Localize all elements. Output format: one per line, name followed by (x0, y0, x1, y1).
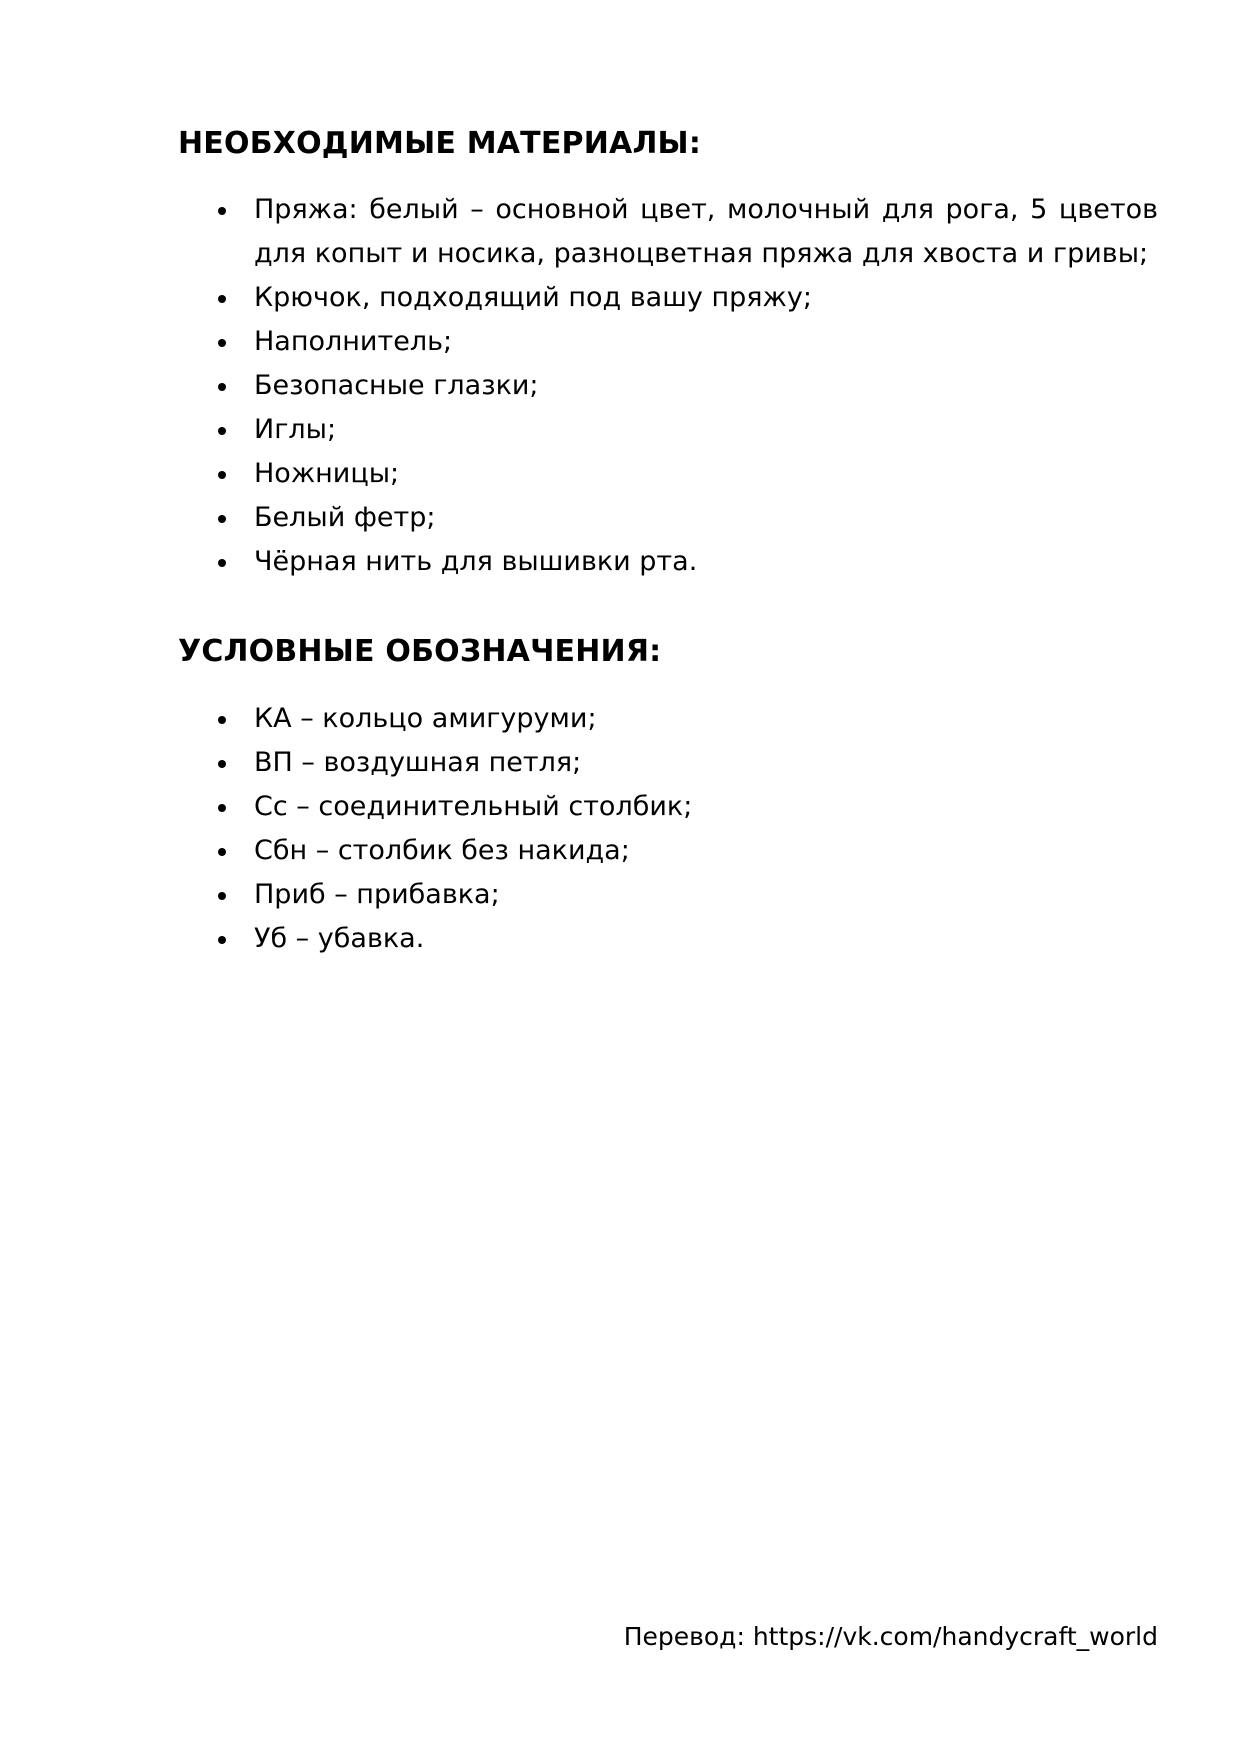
bullet-icon (218, 848, 226, 856)
bullet-icon (218, 804, 226, 812)
list-item (178, 829, 1158, 873)
list-item-text: Уб – убавка. (254, 923, 425, 954)
list-item (178, 785, 1158, 829)
list-item-text: Белый фетр; (254, 502, 436, 533)
list-item (178, 496, 1158, 540)
bullet-icon (218, 936, 226, 944)
legend-heading: УСЛОВНЫЕ ОБОЗНАЧЕНИЯ: (178, 634, 662, 669)
legend-list (178, 697, 1158, 961)
list-item-text: Иглы; (254, 414, 337, 445)
materials-heading: НЕОБХОДИМЫЕ МАТЕРИАЛЫ: (178, 126, 702, 161)
list-item-text: Крючок, подходящий под вашу пряжу; (254, 282, 812, 313)
bullet-icon (218, 716, 226, 724)
list-item-text: Приб – прибавка; (254, 879, 500, 910)
list-item (178, 917, 1158, 961)
bullet-icon (218, 339, 226, 347)
bullet-icon (218, 383, 226, 391)
translation-credit: Перевод: https://vk.com/handycraft_world (623, 1622, 1158, 1651)
list-item (178, 741, 1158, 785)
list-item-text: Сбн – столбик без накида; (254, 835, 630, 866)
list-item-text: Наполнитель; (254, 326, 453, 357)
list-item-text: Сс – соединительный столбик; (254, 791, 693, 822)
list-item (178, 452, 1158, 496)
list-item-text: Чёрная нить для вышивки рта. (254, 546, 698, 577)
list-item-text: Безопасные глазки; (254, 370, 539, 401)
bullet-icon (218, 471, 226, 479)
list-item (178, 188, 1158, 276)
list-item (178, 364, 1158, 408)
list-item (178, 276, 1158, 320)
bullet-icon (218, 207, 226, 215)
list-item (178, 408, 1158, 452)
bullet-icon (218, 515, 226, 523)
list-item (178, 873, 1158, 917)
list-item-text: ВП – воздушная петля; (254, 747, 582, 778)
list-item (178, 697, 1158, 741)
bullet-icon (218, 427, 226, 435)
materials-list (178, 188, 1158, 584)
list-item-text: КА – кольцо амигуруми; (254, 703, 597, 734)
list-item-text: Пряжа: белый – основной цвет, молочный для рога, 5 цветов для копыт и носика, разноцветная пряжа для хвоста и гривы; (254, 194, 1158, 269)
bullet-icon (218, 295, 226, 303)
list-item (178, 540, 1158, 584)
bullet-icon (218, 760, 226, 768)
bullet-icon (218, 892, 226, 900)
list-item-text: Ножницы; (254, 458, 400, 489)
list-item (178, 320, 1158, 364)
bullet-icon (218, 559, 226, 567)
